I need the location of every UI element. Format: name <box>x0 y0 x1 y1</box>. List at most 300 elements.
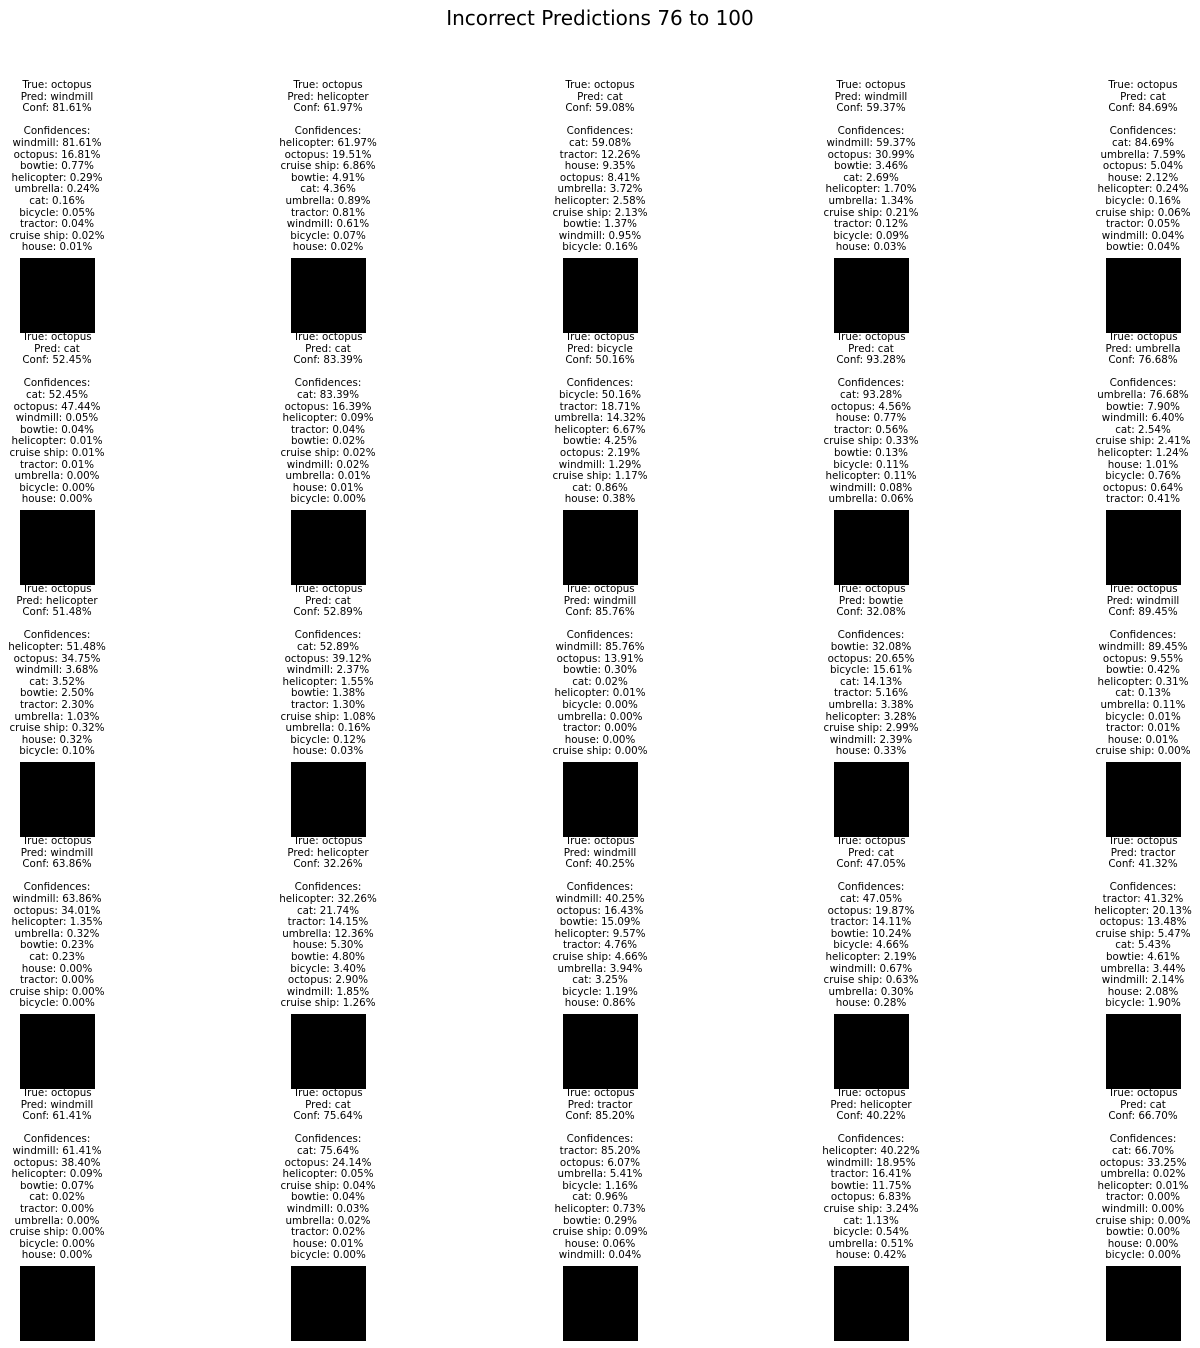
pred-label: Pred: cat <box>305 1098 351 1111</box>
confidence-entry: bicycle: 50.16% <box>558 388 641 401</box>
confidence-entry: cat: 0.13% <box>1115 687 1171 700</box>
confidence-entry: windmill: 40.25% <box>555 892 645 905</box>
confidence-entry: tractor: 18.71% <box>559 400 641 413</box>
pred-label: Pred: windmill <box>563 594 637 607</box>
confidence-entry: tractor: 0.00% <box>19 974 95 987</box>
confidence-entry: cat: 59.08% <box>568 136 631 149</box>
true-label: True: octopus <box>1108 835 1178 847</box>
confidence-entry: house: 0.00% <box>564 733 636 746</box>
confidence-entry: house: 0.06% <box>564 1237 636 1250</box>
confidences-heading: Confidences: <box>837 1133 905 1146</box>
prediction-label <box>1023 332 1200 506</box>
confidence-entry: octopus: 34.01% <box>13 904 101 917</box>
confidence-entry: bowtie: 2.50% <box>20 687 94 700</box>
conf-label: Conf: 40.25% <box>565 858 635 871</box>
confidence-entry: tractor: 4.76% <box>562 939 638 952</box>
confidence-entry: cruise ship: 0.00% <box>9 1226 105 1239</box>
sketch-thumbnail <box>834 510 909 585</box>
sketch-thumbnail <box>834 1266 909 1341</box>
confidences-heading: Confidences: <box>294 881 362 894</box>
confidence-entry: house: 0.33% <box>835 745 907 758</box>
true-label: True: octopus <box>565 79 635 91</box>
confidence-entry: bicycle: 0.76% <box>1105 470 1181 483</box>
confidence-entry: house: 0.86% <box>564 997 636 1010</box>
pred-label: Pred: tractor <box>567 1098 633 1111</box>
confidence-entry: tractor: 0.04% <box>19 218 95 231</box>
confidence-entry: helicopter: 32.26% <box>279 892 377 905</box>
confidences-heading: Confidences: <box>566 125 634 138</box>
confidence-entry: bicycle: 1.90% <box>1105 997 1181 1010</box>
confidence-entry: tractor: 0.02% <box>290 1226 366 1239</box>
confidence-entry: cruise ship: 0.00% <box>1095 745 1191 758</box>
conf-label: Conf: 51.48% <box>22 606 92 619</box>
conf-label: Conf: 32.08% <box>836 606 906 619</box>
confidence-entry: cat: 21.74% <box>296 904 359 917</box>
confidence-entry: helicopter: 0.11% <box>825 470 917 483</box>
confidence-entry: bicycle: 0.54% <box>833 1226 909 1239</box>
confidence-entry: helicopter: 0.09% <box>282 412 374 425</box>
sketch-thumbnail <box>1106 1014 1181 1089</box>
confidence-entry: umbrella: 0.00% <box>14 470 100 483</box>
confidence-entry: cat: 83.39% <box>296 388 359 401</box>
confidences-heading: Confidences: <box>294 125 362 138</box>
confidence-entry: tractor: 0.41% <box>1105 493 1181 506</box>
pred-label: Pred: cat <box>848 846 894 859</box>
true-label: True: octopus <box>1108 79 1178 91</box>
prediction-cell <box>1023 332 1200 592</box>
confidence-entry: umbrella: 0.11% <box>1100 698 1186 711</box>
confidence-entry: octopus: 13.48% <box>1099 916 1187 929</box>
confidences-heading: Confidences: <box>1109 125 1177 138</box>
confidence-entry: cat: 2.54% <box>1115 423 1171 436</box>
confidence-entry: helicopter: 61.97% <box>279 136 377 149</box>
confidence-entry: octopus: 19.87% <box>827 904 915 917</box>
true-label: True: octopus <box>22 331 92 343</box>
confidence-entry: tractor: 85.20% <box>559 1144 641 1157</box>
conf-label: Conf: 41.32% <box>1108 858 1178 871</box>
confidence-entry: tractor: 0.05% <box>1105 218 1181 231</box>
confidence-entry: cat: 3.25% <box>572 974 628 987</box>
confidences-heading: Confidences: <box>1109 881 1177 894</box>
conf-label: Conf: 75.64% <box>293 1110 363 1123</box>
sketch-thumbnail <box>834 258 909 333</box>
confidences-heading: Confidences: <box>566 377 634 390</box>
confidence-entry: cat: 0.16% <box>29 194 85 207</box>
confidence-entry: tractor: 2.30% <box>19 698 95 711</box>
confidence-entry: cat: 1.13% <box>843 1214 899 1227</box>
prediction-label <box>480 836 720 1010</box>
pred-label: Pred: cat <box>305 342 351 355</box>
confidence-entry: house: 0.03% <box>835 241 907 254</box>
confidence-entry: cat: 0.23% <box>29 950 85 963</box>
confidence-entry: bowtie: 0.42% <box>1106 664 1180 677</box>
confidence-entry: umbrella: 76.68% <box>1097 388 1189 401</box>
confidence-entry: helicopter: 0.09% <box>11 1168 103 1181</box>
confidence-entry: octopus: 5.04% <box>1102 160 1184 173</box>
confidences-heading: Confidences: <box>837 377 905 390</box>
confidence-entry: tractor: 41.32% <box>1102 892 1184 905</box>
confidence-entry: octopus: 13.91% <box>556 652 644 665</box>
confidence-entry: bicycle: 0.00% <box>290 493 366 506</box>
confidence-entry: tractor: 1.30% <box>290 698 366 711</box>
sketch-thumbnail <box>291 258 366 333</box>
confidence-entry: bowtie: 4.91% <box>291 171 365 184</box>
confidence-entry: house: 1.01% <box>1107 458 1179 471</box>
confidence-entry: umbrella: 3.44% <box>1100 962 1186 975</box>
confidence-entry: windmill: 18.95% <box>826 1156 916 1169</box>
confidences-heading: Confidences: <box>23 629 91 642</box>
confidence-entry: umbrella: 0.32% <box>14 927 100 940</box>
prediction-label <box>751 836 991 1010</box>
prediction-label <box>751 1088 991 1262</box>
true-label: True: octopus <box>565 835 635 847</box>
prediction-cell <box>208 584 448 844</box>
confidence-entry: windmill: 2.14% <box>1101 974 1185 987</box>
confidence-entry: helicopter: 0.73% <box>554 1202 646 1215</box>
true-label: True: octopus <box>293 1087 363 1099</box>
confidence-entry: cat: 0.02% <box>572 675 628 688</box>
pred-label: Pred: cat <box>1120 1098 1166 1111</box>
confidence-entry: helicopter: 1.55% <box>282 675 374 688</box>
sketch-thumbnail <box>563 1266 638 1341</box>
confidence-entry: cat: 52.89% <box>296 640 359 653</box>
confidence-entry: windmill: 0.02% <box>286 458 370 471</box>
confidences-heading: Confidences: <box>294 1133 362 1146</box>
pred-label: Pred: windmill <box>20 1098 94 1111</box>
confidence-entry: bicycle: 0.16% <box>562 241 638 254</box>
conf-label: Conf: 63.86% <box>22 858 92 871</box>
confidence-entry: umbrella: 0.02% <box>285 1214 371 1227</box>
confidence-entry: bowtie: 4.61% <box>1106 950 1180 963</box>
confidence-entry: helicopter: 0.01% <box>554 687 646 700</box>
prediction-cell <box>480 584 720 844</box>
confidence-entry: bowtie: 4.25% <box>563 435 637 448</box>
confidences-heading: Confidences: <box>566 629 634 642</box>
confidence-entry: umbrella: 12.36% <box>282 927 374 940</box>
confidence-entry: windmill: 63.86% <box>12 892 102 905</box>
confidence-entry: octopus: 0.64% <box>1102 481 1184 494</box>
confidence-entry: cat: 5.43% <box>1115 939 1171 952</box>
confidence-entry: bicycle: 1.19% <box>562 985 638 998</box>
prediction-cell <box>751 836 991 1096</box>
confidence-entry: house: 0.00% <box>21 962 93 975</box>
confidence-entry: cat: 93.28% <box>839 388 902 401</box>
confidence-entry: cat: 52.45% <box>25 388 88 401</box>
confidence-entry: bowtie: 0.30% <box>563 664 637 677</box>
confidences-heading: Confidences: <box>1109 629 1177 642</box>
confidence-entry: tractor: 0.04% <box>290 423 366 436</box>
conf-label: Conf: 61.41% <box>22 1110 92 1123</box>
prediction-cell <box>0 332 177 592</box>
confidence-entry: bowtie: 1.37% <box>563 218 637 231</box>
confidence-entry: octopus: 6.83% <box>830 1191 912 1204</box>
confidence-entry: windmill: 0.95% <box>558 229 642 242</box>
conf-label: Conf: 59.37% <box>836 102 906 115</box>
confidence-entry: bowtie: 0.29% <box>563 1214 637 1227</box>
conf-label: Conf: 50.16% <box>565 354 635 367</box>
confidence-entry: windmill: 0.05% <box>15 412 99 425</box>
sketch-thumbnail <box>563 1014 638 1089</box>
pred-label: Pred: windmill <box>834 90 908 103</box>
conf-label: Conf: 76.68% <box>1108 354 1178 367</box>
prediction-cell <box>208 80 448 340</box>
confidence-entry: bicycle: 0.00% <box>290 1249 366 1262</box>
sketch-thumbnail <box>1106 258 1181 333</box>
confidence-entry: windmill: 0.03% <box>286 1202 370 1215</box>
confidence-entry: house: 0.38% <box>564 493 636 506</box>
conf-label: Conf: 40.22% <box>836 1110 906 1123</box>
true-label: True: octopus <box>836 583 906 595</box>
confidence-entry: cat: 4.36% <box>300 183 356 196</box>
confidence-entry: cruise ship: 0.21% <box>823 206 919 219</box>
confidence-entry: windmill: 2.39% <box>829 733 913 746</box>
confidence-entry: bicycle: 0.07% <box>290 229 366 242</box>
confidence-entry: cat: 47.05% <box>839 892 902 905</box>
pred-label: Pred: helicopter <box>287 846 369 859</box>
confidence-entry: bicycle: 3.40% <box>290 962 366 975</box>
pred-label: Pred: helicopter <box>287 90 369 103</box>
confidence-entry: bowtie: 7.90% <box>1106 400 1180 413</box>
confidence-entry: windmill: 0.04% <box>1101 229 1185 242</box>
prediction-label <box>480 332 720 506</box>
prediction-cell <box>0 584 177 844</box>
confidence-entry: bowtie: 11.75% <box>830 1179 912 1192</box>
confidence-entry: umbrella: 0.51% <box>828 1237 914 1250</box>
true-label: True: octopus <box>836 331 906 343</box>
pred-label: Pred: helicopter <box>830 1098 912 1111</box>
confidence-entry: bowtie: 0.07% <box>20 1179 94 1192</box>
true-label: True: octopus <box>565 583 635 595</box>
sketch-thumbnail <box>1106 1266 1181 1341</box>
confidence-entry: house: 2.08% <box>1107 985 1179 998</box>
confidence-entry: windmill: 1.29% <box>558 458 642 471</box>
conf-label: Conf: 84.69% <box>1108 102 1178 115</box>
confidences-heading: Confidences: <box>837 881 905 894</box>
confidence-entry: cruise ship: 2.41% <box>1095 435 1191 448</box>
confidence-entry: bowtie: 4.80% <box>291 950 365 963</box>
true-label: True: octopus <box>836 79 906 91</box>
conf-label: Conf: 52.89% <box>293 606 363 619</box>
true-label: True: octopus <box>22 79 92 91</box>
prediction-cell <box>208 332 448 592</box>
true-label: True: octopus <box>1108 331 1178 343</box>
confidence-entry: bowtie: 0.04% <box>1106 241 1180 254</box>
true-label: True: octopus <box>22 1087 92 1099</box>
confidence-entry: cruise ship: 1.17% <box>552 470 648 483</box>
confidence-entry: helicopter: 0.24% <box>1097 183 1189 196</box>
prediction-cell <box>0 836 177 1096</box>
confidence-entry: cruise ship: 0.00% <box>552 745 648 758</box>
confidence-entry: cat: 0.02% <box>29 1191 85 1204</box>
pred-label: Pred: cat <box>34 342 80 355</box>
confidence-entry: house: 0.00% <box>1107 1237 1179 1250</box>
confidence-entry: cruise ship: 0.06% <box>1095 206 1191 219</box>
confidence-entry: windmill: 2.37% <box>286 664 370 677</box>
sketch-thumbnail <box>834 1014 909 1089</box>
confidence-entry: octopus: 8.41% <box>559 171 641 184</box>
confidence-entry: helicopter: 9.57% <box>554 927 646 940</box>
pred-label: Pred: windmill <box>20 90 94 103</box>
confidence-entry: cruise ship: 4.66% <box>552 950 648 963</box>
confidence-entry: umbrella: 1.03% <box>14 710 100 723</box>
prediction-label <box>1023 80 1200 254</box>
true-label: True: octopus <box>836 1087 906 1099</box>
confidence-entry: helicopter: 1.24% <box>1097 446 1189 459</box>
prediction-label <box>480 584 720 758</box>
confidence-entry: bowtie: 0.23% <box>20 939 94 952</box>
confidence-entry: cat: 84.69% <box>1111 136 1174 149</box>
confidence-entry: bowtie: 10.24% <box>830 927 912 940</box>
confidence-entry: cat: 0.86% <box>572 481 628 494</box>
pred-label: Pred: cat <box>848 342 894 355</box>
confidence-entry: cruise ship: 2.99% <box>823 722 919 735</box>
confidence-entry: octopus: 38.40% <box>13 1156 101 1169</box>
true-label: True: octopus <box>293 835 363 847</box>
confidence-entry: bicycle: 0.00% <box>562 698 638 711</box>
confidence-entry: bicycle: 1.16% <box>562 1179 638 1192</box>
confidence-entry: umbrella: 3.38% <box>828 698 914 711</box>
prediction-cell <box>751 80 991 340</box>
confidence-entry: tractor: 14.15% <box>287 916 369 929</box>
confidence-entry: bicycle: 0.01% <box>1105 710 1181 723</box>
confidence-entry: cruise ship: 0.04% <box>280 1179 376 1192</box>
confidences-heading: Confidences: <box>294 377 362 390</box>
conf-label: Conf: 47.05% <box>836 858 906 871</box>
confidence-entry: octopus: 33.25% <box>1099 1156 1187 1169</box>
confidence-entry: cruise ship: 0.63% <box>823 974 919 987</box>
confidence-entry: tractor: 16.41% <box>830 1168 912 1181</box>
confidence-entry: tractor: 0.00% <box>562 722 638 735</box>
prediction-label <box>1023 1088 1200 1262</box>
prediction-label <box>208 836 448 1010</box>
prediction-label <box>0 1088 177 1262</box>
true-label: True: octopus <box>1108 1087 1178 1099</box>
confidence-entry: helicopter: 2.58% <box>554 194 646 207</box>
confidence-entry: tractor: 0.56% <box>833 423 909 436</box>
conf-label: Conf: 83.39% <box>293 354 363 367</box>
confidence-entry: house: 0.00% <box>21 1249 93 1262</box>
confidence-entry: bicycle: 0.05% <box>19 206 95 219</box>
confidence-entry: helicopter: 1.35% <box>11 916 103 929</box>
confidence-entry: octopus: 9.55% <box>1102 652 1184 665</box>
confidence-entry: octopus: 2.19% <box>559 446 641 459</box>
confidence-entry: bowtie: 0.02% <box>291 435 365 448</box>
confidence-entry: helicopter: 0.01% <box>11 435 103 448</box>
confidence-entry: cruise ship: 2.13% <box>552 206 648 219</box>
confidence-entry: house: 0.01% <box>1107 733 1179 746</box>
prediction-cell <box>480 1088 720 1348</box>
confidence-entry: bowtie: 0.04% <box>291 1191 365 1204</box>
prediction-cell <box>0 80 177 340</box>
prediction-cell <box>1023 836 1200 1096</box>
prediction-cell <box>751 584 991 844</box>
prediction-label <box>0 584 177 758</box>
confidences-heading: Confidences: <box>23 125 91 138</box>
sketch-thumbnail <box>563 762 638 837</box>
confidence-entry: windmill: 59.37% <box>826 136 916 149</box>
prediction-cell <box>0 1088 177 1348</box>
confidences-heading: Confidences: <box>294 629 362 642</box>
confidences-heading: Confidences: <box>837 629 905 642</box>
confidence-entry: windmill: 0.61% <box>286 218 370 231</box>
confidence-entry: octopus: 24.14% <box>284 1156 372 1169</box>
confidence-entry: bowtie: 3.46% <box>834 160 908 173</box>
prediction-cell <box>1023 80 1200 340</box>
confidence-entry: octopus: 4.56% <box>830 400 912 413</box>
confidence-entry: umbrella: 0.30% <box>828 985 914 998</box>
confidence-entry: tractor: 0.01% <box>19 458 95 471</box>
confidence-entry: tractor: 14.11% <box>830 916 912 929</box>
confidence-entry: octopus: 16.81% <box>13 148 101 161</box>
prediction-label <box>1023 836 1200 1010</box>
prediction-cell <box>1023 1088 1200 1348</box>
prediction-label <box>208 584 448 758</box>
confidence-entry: umbrella: 0.00% <box>14 1214 100 1227</box>
prediction-label <box>751 80 991 254</box>
confidence-entry: helicopter: 0.01% <box>1097 1179 1189 1192</box>
confidence-entry: cruise ship: 0.02% <box>280 446 376 459</box>
pred-label: Pred: cat <box>577 90 623 103</box>
confidence-entry: helicopter: 6.67% <box>554 423 646 436</box>
confidence-entry: octopus: 6.07% <box>559 1156 641 1169</box>
sketch-thumbnail <box>291 762 366 837</box>
confidence-entry: umbrella: 1.34% <box>828 194 914 207</box>
confidence-entry: windmill: 0.04% <box>558 1249 642 1262</box>
prediction-cell <box>208 1088 448 1348</box>
sketch-thumbnail <box>1106 510 1181 585</box>
confidence-entry: house: 9.35% <box>564 160 636 173</box>
confidence-entry: cruise ship: 3.24% <box>823 1202 919 1215</box>
confidence-entry: house: 0.32% <box>21 733 93 746</box>
true-label: True: octopus <box>1108 583 1178 595</box>
confidence-entry: bowtie: 0.77% <box>20 160 94 173</box>
prediction-cell <box>1023 584 1200 844</box>
sketch-thumbnail <box>563 258 638 333</box>
confidence-entry: umbrella: 7.59% <box>1100 148 1186 161</box>
confidence-entry: bicycle: 0.00% <box>1105 1249 1181 1262</box>
confidences-heading: Confidences: <box>566 1133 634 1146</box>
prediction-label <box>208 332 448 506</box>
confidence-entry: house: 0.01% <box>21 241 93 254</box>
prediction-label <box>208 1088 448 1262</box>
confidence-entry: windmill: 89.45% <box>1098 640 1188 653</box>
confidence-entry: octopus: 30.99% <box>827 148 915 161</box>
confidence-entry: cruise ship: 1.26% <box>280 997 376 1010</box>
prediction-label <box>0 332 177 506</box>
confidences-heading: Confidences: <box>23 377 91 390</box>
conf-label: Conf: 93.28% <box>836 354 906 367</box>
conf-label: Conf: 85.76% <box>565 606 635 619</box>
confidences-heading: Confidences: <box>837 125 905 138</box>
confidence-entry: house: 0.01% <box>292 1237 364 1250</box>
confidence-entry: bowtie: 32.08% <box>830 640 912 653</box>
confidence-entry: octopus: 20.65% <box>827 652 915 665</box>
confidence-entry: bowtie: 15.09% <box>559 916 641 929</box>
prediction-cell <box>480 332 720 592</box>
prediction-cell <box>751 332 991 592</box>
confidence-entry: windmill: 85.76% <box>555 640 645 653</box>
confidence-entry: octopus: 16.39% <box>284 400 372 413</box>
confidence-entry: bicycle: 0.00% <box>19 1237 95 1250</box>
confidence-entry: tractor: 0.81% <box>290 206 366 219</box>
confidences-heading: Confidences: <box>1109 377 1177 390</box>
confidence-entry: bicycle: 0.11% <box>833 458 909 471</box>
confidence-entry: cat: 3.52% <box>29 675 85 688</box>
confidence-entry: helicopter: 2.19% <box>825 950 917 963</box>
confidence-entry: bowtie: 1.38% <box>291 687 365 700</box>
confidence-entry: umbrella: 0.16% <box>285 722 371 735</box>
confidence-entry: cruise ship: 0.00% <box>9 985 105 998</box>
